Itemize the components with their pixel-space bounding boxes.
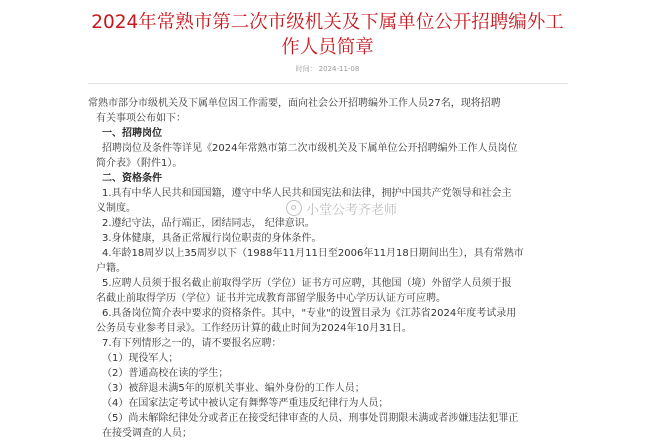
title-divider [88, 83, 568, 84]
publish-time-label: 时间： [295, 65, 317, 73]
qualification-6-line-1: 6.具备岗位简介表中要求的资格条件。其中，"专业"的设置目录为《江苏省2024年度考试录用 [102, 308, 517, 319]
qualification-3: 3.身体健康，具备正常履行岗位职责的身体条件。 [102, 233, 322, 244]
watermark-text: 小堂公考齐老师 [306, 202, 398, 218]
article-title [70, 10, 585, 60]
watermark [286, 198, 397, 218]
qualification-5-line-2: 名截止前取得学历（学位）证书并完成教育部留学服务中心学历认证方可应聘。 [96, 293, 446, 304]
qualification-4-line-1: 4.年龄18周岁以上35周岁以下（1988年11月11日至2006年11月18日期间出生），具有常熟市 [102, 248, 524, 259]
paragraph-positions-line-1: 招聘岗位及条件等详见《2024年常熟市第二次市级机关及下属单位公开招聘编外工作人员岗位 [102, 143, 518, 154]
publish-time [0, 64, 655, 74]
watermark-logo-icon [286, 200, 302, 216]
exclusion-1: （1）现役军人； [102, 353, 179, 364]
qualification-2: 2.遵纪守法，品行端正，团结同志， 纪律意识。 [102, 218, 315, 229]
qualification-1-line-2: 义制度。 [96, 203, 136, 214]
paragraph-intro-line-2: 有关事项公布如下： [96, 113, 186, 124]
exclusion-5-line-2: 在接受调查的人员； [102, 428, 192, 439]
qualification-6-line-2: 公务员专业参考目录》。工作经历计算的截止时间为2024年10月31日。 [96, 323, 412, 334]
article-title-line-2: 作人员简章 [281, 37, 374, 58]
exclusion-2: （2）普通高校在读的学生； [102, 368, 229, 379]
article-title-line-1: 2024年常熟市第二次市级机关及下属单位公开招聘编外工 [91, 12, 564, 33]
qualification-5-line-1: 5.应聘人员须于报名截止前取得学历（学位）证书方可应聘，其他国（境）外留学人员须于报 [102, 278, 512, 289]
section-heading-qualifications: 二、资格条件 [102, 173, 162, 184]
exclusion-3: （3）被辞退未满5年的原机关事业、编外身份的工作人员； [102, 383, 365, 394]
paragraph-intro-line-1: 常熟市部分市级机关及下属单位因工作需要，面向社会公开招聘编外工作人员27名，现将招聘 [88, 98, 501, 109]
exclusion-4: （4）在国家法定考试中被认定有舞弊等严重违反纪律行为人员； [102, 398, 389, 409]
paragraph-positions-line-2: 简介表》（附件1）。 [96, 158, 183, 169]
qualification-4-line-2: 户籍。 [96, 263, 126, 274]
section-heading-positions: 一、招聘岗位 [102, 128, 162, 139]
publish-time-value: 2024-11-08 [318, 65, 360, 73]
qualification-7-intro: 7.有下列情形之一的，请不要报名应聘： [102, 338, 282, 349]
exclusion-5-line-1: （5）尚未解除纪律处分或者正在接受纪律审查的人员、刑事处罚期限未满或者涉嫌违法犯罪正 [102, 413, 519, 424]
qualification-1-line-1: 1.具有中华人民共和国国籍，遵守中华人民共和国宪法和法律，拥护中国共产党领导和社会主 [102, 188, 512, 199]
